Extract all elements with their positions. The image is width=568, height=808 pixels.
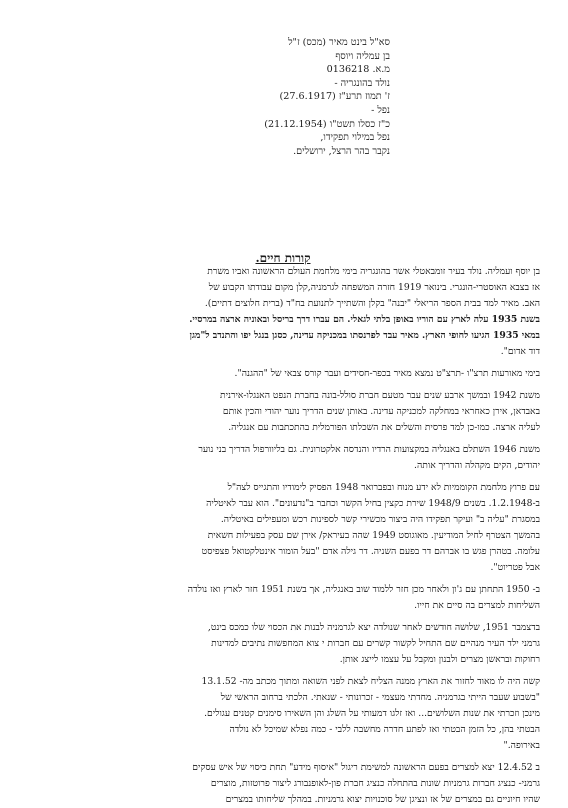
text-line: אבל פטריוט". xyxy=(490,562,540,573)
text-line: בימי מאורעות תרצ"ו -תרצ"ט נמצא מאיר בכפר-חסידים ועבר קורס צבאי של "ההגנה". xyxy=(234,368,540,379)
header-line: נפל במילוי תפקידו, xyxy=(320,132,390,144)
header-line: מ.א. 0136218 xyxy=(326,64,390,76)
header-line: בן עמליה ויוסף xyxy=(335,50,390,62)
text-line: רחוקות ובראשן מצרים ולבנון ומקבל על עצמו לייצג אותן. xyxy=(339,654,540,665)
text-line: גרמני ילד העיר מנהיים שם התחיל לקשור קשרים עם חברות י צוא המחפשות נתיבים למדינות xyxy=(211,638,540,649)
text-line: לעליה ארצה. כמו-כן למד פרסית והשלים את השכלתו הפורמלית בהתכתבות עם אנגליה. xyxy=(228,422,540,433)
text-line: בהמשך הצטרף לחיל המודיעין. מאוגוסט 1949 שהה בעיראק/ אירן שם עסק בפעילות חשאית xyxy=(207,530,540,541)
paragraph xyxy=(26,760,540,808)
document-title: קורות חיים. xyxy=(255,251,311,265)
text-line: במסגרת "עליה ב" ועיקר תפקידו היה ביצור מכשירי קשר לספינות רכש ומעפילים באיטליה. xyxy=(220,514,540,525)
header-line: ז' תמוז תרע"ז (27.6.1917) xyxy=(279,91,390,103)
text-line: "בשבוע שעבר הייתי בגרמניה. מחדתי מעצמי - זכרונותי - שנאתי. הלכתי ברחוב הראשי של xyxy=(220,692,540,703)
text-line: השליחות למצרים בה סיים את חייו. xyxy=(414,600,540,611)
text-line: משנת 1946 השתלם באנגליה במקצועות הרדיו והנדסה אלקטרונית. גם בליוורפול הדריך בני נוער xyxy=(198,444,540,455)
header-line: כ"ז כסלו תשט"ו (21.12.1954) xyxy=(264,118,390,130)
paragraph xyxy=(26,442,540,474)
paragraph xyxy=(26,620,540,668)
paragraph xyxy=(26,674,540,754)
text-line: ב-1.2.1948. בשנים 1948/9 שירת כקצין בחיל הקשר וכחבר ב"נדעונים". הוא עבר לאיטליה xyxy=(206,498,540,509)
paragraph xyxy=(26,388,540,436)
text-line: בן יוסף ועמליה. נולד בעיר זומבאטלי אשר בהונגריה בימי מלחמת העולם הראשונה ואביו משרת xyxy=(207,266,540,277)
text-line: במאי 1935 הגיעו לחופי הארץ. מאיר עבד לפרנסתו במכניקה עדינה, כסגן בנגל יפו והתנדב ל"מגן xyxy=(189,330,540,341)
text-line: עלומה. בטהרן פגש בו אברהם דר בפעם השניה. דר גילה אדם "בעל הומור אינטלקטואל פצפיסט xyxy=(201,546,540,557)
paragraph xyxy=(26,582,540,614)
text-line: האב. מאיר למד בבית הספר הריאלי "יבנה" בקלן והשתייך לתנועת בח"ד (ברית חלוצים דתיים). xyxy=(204,298,540,309)
text-line: ב 12.4.52 יצא למצרים בפעם הראשונה למשימת ריגול "איסוף מידע" תחת כיסוי של איש עסקים xyxy=(192,762,540,773)
paragraph xyxy=(26,264,540,360)
text-line: דוד אדום". xyxy=(500,346,540,357)
text-line: בדצמבר 1951, שלושה חודשים לאחר שנולדה יצא לגרמניה לבנות את הכסוי שלו כמכס בינט, xyxy=(207,622,540,633)
header-line: נקבר בהר הרצל, ירושלים. xyxy=(293,145,390,157)
header-line: נפל - xyxy=(371,104,390,116)
text-line: עם פרוץ מלחמת הקוממיות לא ידע מנוח ובפברואר 1948 הפסיק לימודיו והתגייס לצה"ל xyxy=(227,482,540,493)
text-line: באבדאן, אירן כאחראי במחלקה למכניקה עדינה. באותן שנים הדריך נוער יהודי והכין אותם xyxy=(222,406,540,417)
paragraph xyxy=(26,366,540,382)
text-line: משנת 1942 ובמשך ארבע שנים עבר מטעם חברת סולל-בונה בחברת הנפט האנגלו-אירנית xyxy=(219,390,540,401)
personal-details-header xyxy=(190,36,390,158)
paragraph xyxy=(26,480,540,576)
text-line: באירופה." xyxy=(503,740,540,751)
header-line: סא"ל בינט מאיר (מכס) ז"ל xyxy=(288,37,390,48)
text-line: גרמני- כנציג חברות גרמניות שונות בהתחלה כנציג חברת פון-לאופנבורג ליצור פרוטזות, מוצרים xyxy=(210,778,540,789)
text-line: בשנת 1935 עלה לארץ עם הוריו באופן בלתי לגאלי. הם עברו דרך בריסל ובאוניה ארצה במרסיי. xyxy=(189,314,540,325)
text-line: קשה היה לו מאוד לחזור את הארץ ממנה הצליח לצאת לפני השואה ומתוך מכתב מה- 13.1.52 xyxy=(201,676,540,687)
biography-body xyxy=(26,264,540,808)
text-line: שהיו חיוניים גם במצרים של אז ונציגן של סוכנויות יצוא גרמניות. במהלך שליחותו במצרים xyxy=(225,794,540,805)
text-line: אז בצבא האוסטרי-הונגרי. בינואר 1919 חזרה המשפחה לגרמניה,קלן מקום עבודתו הקבוע של xyxy=(208,282,540,293)
text-line: ב- 1950 התחתן עם ג'ון ולאחר מכן חזר ללמוד שוב באנגליה, אך בשנת 1951 חזר לארץ ואז נולדה xyxy=(187,584,540,595)
header-line: נולד בהונגריה - xyxy=(334,77,390,89)
text-line: מינכן וזכרתי את שנות השלושים... ואז זלגו דמעותי על השלג והן השאירו סימנים קטנים עגולים. xyxy=(204,708,540,719)
text-line: הבטתי בהן, כל הזמן הבטתי ואז לפתע חדרה מחשבה ללבי - כמה נפלא שמיכל לא נולדה xyxy=(229,724,540,735)
text-line: יהודים, הקים מקהלה והדריך אותה. xyxy=(414,460,540,471)
